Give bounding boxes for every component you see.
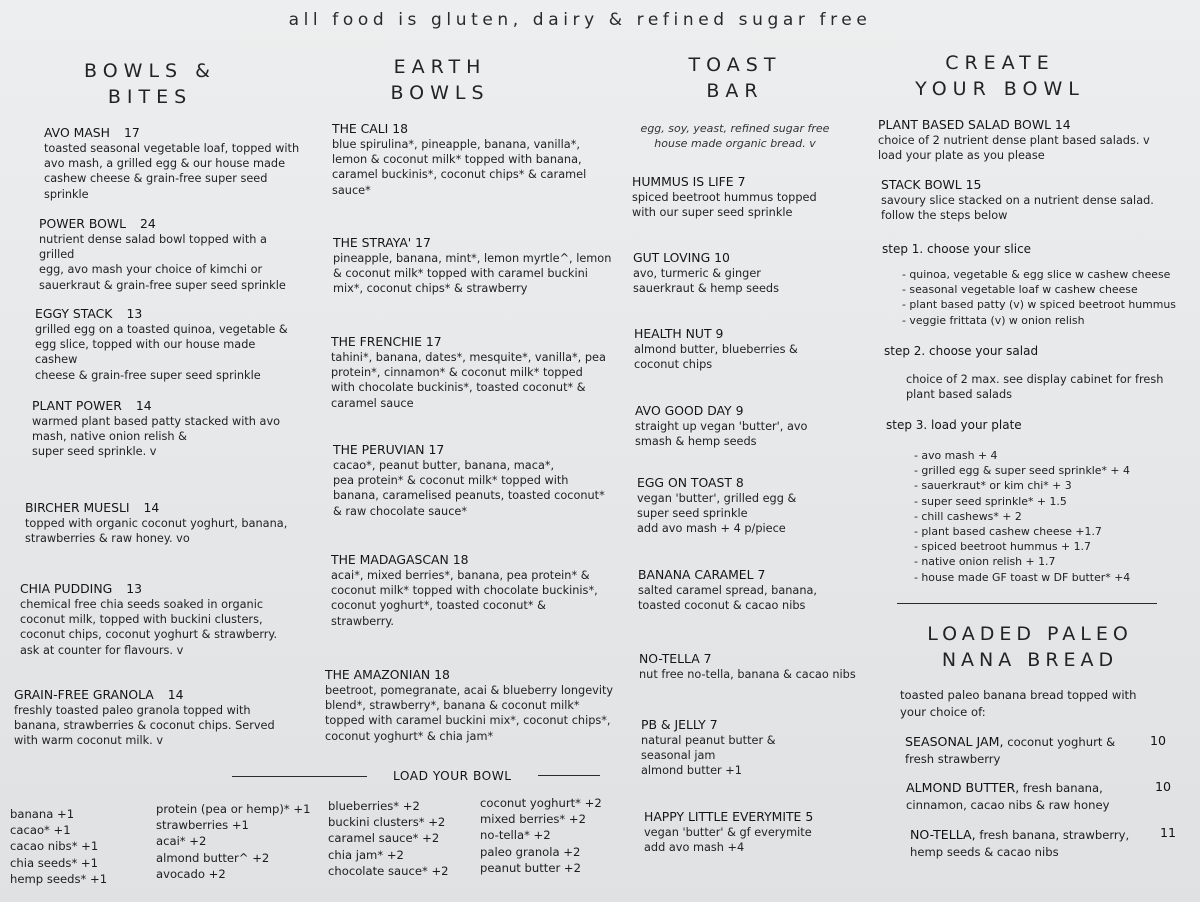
option-desc: fresh strawberry — [905, 752, 1001, 766]
item-name: STACK BOWL — [881, 177, 962, 192]
item-name: HAPPY LITTLE EVERYMITE — [644, 809, 802, 824]
step-2-desc — [906, 372, 1186, 402]
item-name: THE PERUVIAN — [333, 442, 425, 457]
item-desc-line: spiced beetroot hummus topped — [632, 191, 817, 204]
menu-item-no-tella — [639, 650, 879, 682]
item-desc-line: follow the steps below — [881, 209, 1008, 223]
item-name: PLANT POWER — [32, 398, 122, 413]
nana-option-no-tella — [910, 826, 1150, 861]
item-price: 13 — [126, 581, 142, 596]
item-desc-line: chemical free chia seeds soaked in organic — [20, 598, 264, 611]
heading-line: BOWLS — [390, 82, 490, 104]
item-desc-line: coconut milk, topped with buckini clusters, — [20, 613, 263, 627]
add-on-item: mixed berries* +2 — [480, 812, 586, 827]
add-on-item: strawberries +1 — [156, 818, 249, 833]
item-desc-line: avo mash, a grilled egg & our house made — [44, 157, 286, 171]
add-on-item: chocolate sauce* +2 — [328, 863, 449, 878]
add-on-list — [480, 795, 630, 876]
list-item: - house made GF toast w DF butter* +4 — [914, 570, 1131, 584]
section-divider — [897, 603, 1157, 604]
add-on-list — [328, 798, 478, 879]
load-your-bowl-heading: LOAD YOUR BOWL — [393, 769, 512, 783]
item-desc-line: plant based salads — [906, 388, 1013, 402]
item-name: THE CALI — [332, 121, 389, 136]
item-desc-line: choice of 2 max. see display cabinet for fresh — [906, 373, 1164, 386]
heading-line: EARTH — [393, 56, 487, 78]
item-price: 7 — [703, 651, 712, 666]
item-desc-line: blue spirulina*, pineapple, banana, vanilla*, — [332, 138, 580, 151]
load-bowl-rule-right — [538, 775, 600, 776]
menu-item-power-bowl — [39, 215, 299, 293]
list-item: - plant based patty (v) w spiced beetroot hummus — [902, 298, 1176, 312]
nana-option-almond-butter — [906, 779, 1146, 814]
menu-item-the-amazonian — [325, 666, 615, 744]
item-name: THE STRAYA' — [333, 235, 412, 250]
item-name: HEALTH NUT — [634, 326, 712, 341]
toast-bar-heading — [650, 52, 820, 104]
item-desc-line: natural peanut butter & — [641, 734, 776, 747]
menu-item-health-nut — [634, 325, 864, 372]
item-price: 7 — [737, 174, 746, 189]
item-desc-line: salted caramel spread, banana, — [638, 584, 818, 597]
item-desc-line: mash, native onion relish & — [32, 430, 187, 444]
item-desc-line: banana, strawberries & coconut chips. Served — [14, 719, 275, 733]
item-desc-line: cashew cheese & grain-free super seed sprinkle — [44, 172, 268, 201]
item-name: EGG ON TOAST — [637, 475, 732, 490]
step-1-label: step 1. choose your slice — [882, 242, 1032, 256]
item-price: 7 — [709, 717, 718, 732]
item-desc-line: strawberries & raw honey. vo — [25, 532, 190, 546]
item-price: 13 — [126, 306, 143, 321]
step-2-label: step 2. choose your salad — [884, 344, 1039, 358]
list-item: - chill cashews* + 2 — [914, 509, 1022, 523]
list-item: - grilled egg & super seed sprinkle* + 4 — [914, 464, 1130, 478]
item-price: 18 — [434, 667, 450, 682]
item-desc-line: vegan 'butter', grilled egg & — [637, 492, 797, 505]
item-desc-line: topped with organic coconut yoghurt, banana, — [25, 517, 288, 530]
dietary-banner: all food is gluten, dairy & refined sugar free — [288, 10, 872, 30]
list-item: - quinoa, vegetable & egg slice w cashew cheese — [902, 268, 1171, 281]
intro-line: toasted paleo banana bread topped with — [900, 688, 1137, 702]
item-price: 18 — [392, 121, 409, 136]
item-price: 14 — [167, 687, 184, 702]
item-desc-line: coconut chips — [634, 358, 713, 372]
option-name: NO-TELLA, — [910, 827, 976, 842]
item-desc-line: ask at counter for flavours. v — [20, 643, 184, 657]
menu-item-avo-good-day — [635, 402, 865, 449]
item-desc-line: with chocolate buckinis*, toasted coconut* & — [331, 381, 586, 395]
menu-item-egg-on-toast — [637, 474, 867, 537]
item-price: 17 — [415, 235, 431, 250]
item-desc-line: protein*, cinnamon* & coconut milk* topped — [331, 366, 583, 380]
step-1-options — [902, 267, 1192, 328]
item-desc-line: lemon & coconut milk* topped with banana, — [332, 153, 582, 167]
item-desc-line: & raw chocolate sauce* — [333, 504, 468, 518]
list-item: - native onion relish + 1.7 — [914, 555, 1056, 569]
item-desc-line: caramel sauce — [331, 396, 414, 410]
add-on-list — [10, 806, 150, 887]
item-desc-line: coconut yoghurt* & chia jam* — [325, 729, 494, 743]
item-price: 17 — [425, 334, 442, 349]
option-name: SEASONAL JAM, — [905, 734, 1004, 749]
item-desc-line: egg, avo mash your choice of kimchi or — [39, 263, 263, 277]
nana-option-price: 11 — [1160, 825, 1177, 840]
bowls-bites-heading — [35, 58, 265, 110]
menu-item-stack-bowl — [881, 176, 1181, 223]
item-desc-line: & coconut milk* topped with caramel buckini — [333, 267, 588, 281]
heading-line: YOUR BOWL — [915, 78, 1085, 100]
item-name: HUMMUS IS LIFE — [632, 174, 734, 189]
item-desc-line: pineapple, banana, mint*, lemon myrtle^, lemon — [333, 252, 612, 265]
add-on-item: avocado +2 — [156, 866, 226, 881]
item-desc-line: savoury slice stacked on a nutrient dense salad. — [881, 194, 1154, 207]
item-price: 7 — [757, 567, 766, 582]
item-name: NO-TELLA — [639, 651, 700, 666]
item-desc-line: beetroot, pomegranate, acai & blueberry longevity — [325, 684, 614, 697]
item-desc-line: nutrient dense salad bowl topped with a grilled — [39, 233, 267, 262]
toast-bar-note — [620, 121, 850, 151]
add-on-item: banana +1 — [10, 807, 75, 821]
add-on-item: acai* +2 — [156, 834, 207, 849]
item-desc-line: super seed sprinkle — [637, 507, 748, 521]
earth-bowls-heading — [340, 54, 540, 106]
add-on-item: peanut butter +2 — [480, 860, 581, 875]
heading-line: LOADED PALEO — [927, 623, 1133, 645]
item-desc-line: mix*, coconut chips* & strawberry — [333, 282, 528, 296]
menu-item-the-straya — [333, 234, 613, 297]
heading-line: CREATE — [945, 52, 1055, 74]
menu-item-avo-mash — [44, 124, 304, 202]
item-name: THE FRENCHIE — [331, 334, 422, 349]
item-desc-line: sauerkraut & hemp seeds — [633, 282, 779, 296]
item-name: BIRCHER MUESLI — [25, 500, 130, 515]
list-item: - super seed sprinkle* + 1.5 — [914, 494, 1067, 508]
item-name: GUT LOVING — [633, 250, 711, 265]
menu-item-gut-loving — [633, 249, 863, 296]
item-price: 14 — [1054, 117, 1071, 132]
nana-option-seasonal-jam — [905, 733, 1135, 768]
menu-item-happy-little-everymite — [644, 808, 884, 855]
menu-item-bircher-muesli — [25, 499, 295, 546]
item-name: BANANA CARAMEL — [638, 567, 754, 582]
add-on-item: chia jam* +2 — [328, 847, 404, 862]
list-item: - veggie frittata (v) w onion relish — [902, 313, 1085, 327]
item-desc-line: strawberry. — [331, 614, 394, 628]
item-desc-line: cheese & grain-free super seed sprinkle — [35, 368, 261, 382]
menu-item-banana-caramel — [638, 566, 868, 613]
item-desc-line: add avo mash +4 — [644, 841, 745, 855]
menu-item-plant-based-salad-bowl — [878, 116, 1178, 163]
nana-option-price: 10 — [1150, 733, 1167, 748]
create-your-bowl-heading — [900, 50, 1100, 102]
add-on-item: caramel sauce* +2 — [328, 831, 440, 846]
item-name: THE AMAZONIAN — [325, 667, 431, 682]
item-desc-line: almond butter, blueberries & — [634, 343, 798, 356]
item-desc-line: smash & hemp seeds — [635, 435, 757, 449]
option-desc: hemp seeds & cacao nibs — [910, 845, 1059, 859]
item-price: 10 — [714, 250, 730, 265]
add-on-item: protein (pea or hemp)* +1 — [156, 802, 311, 816]
item-price: 24 — [140, 216, 156, 231]
item-desc-line: blend*, strawberry*, banana & coconut milk* — [325, 699, 580, 713]
item-name: GRAIN-FREE GRANOLA — [14, 687, 154, 702]
item-desc-line: straight up vegan 'butter', avo — [635, 420, 808, 433]
heading-line: BITES — [107, 86, 193, 108]
item-desc-line: toasted seasonal vegetable loaf, topped with — [44, 142, 300, 155]
item-desc-line: grilled egg on a toasted quinoa, vegetable & — [35, 323, 288, 336]
item-price: 17 — [123, 125, 140, 140]
item-desc-line: seasonal jam — [641, 749, 716, 763]
item-desc-line: load your plate as you please — [878, 149, 1045, 163]
menu-item-the-cali — [332, 120, 612, 198]
item-desc-line: tahini*, banana, dates*, mesquite*, vanilla*, pea — [331, 351, 606, 364]
intro-line: your choice of: — [900, 705, 986, 719]
heading-line: TOAST — [688, 54, 782, 76]
add-on-item: coconut yoghurt* +2 — [480, 796, 602, 810]
item-desc-line: egg slice, topped with our house made cashew — [35, 338, 256, 367]
list-item: - plant based cashew cheese +1.7 — [914, 525, 1102, 539]
add-on-item: cacao nibs* +1 — [10, 839, 99, 854]
item-name: PLANT BASED SALAD BOWL — [878, 117, 1051, 132]
load-bowl-rule-left — [232, 776, 367, 777]
add-on-item: almond butter^ +2 — [156, 850, 270, 865]
step-3-options — [914, 448, 1184, 585]
item-price: 5 — [805, 809, 814, 824]
add-on-list — [156, 801, 326, 882]
item-price: 9 — [735, 403, 744, 418]
list-item: - sauerkraut* or kim chi* + 3 — [914, 479, 1072, 493]
item-desc-line: vegan 'butter' & gf everymite — [644, 826, 812, 839]
add-on-item: hemp seeds* +1 — [10, 871, 108, 886]
menu-item-grain-free-granola — [14, 686, 294, 749]
item-desc-line: acai*, mixed berries*, banana, pea protein* & — [331, 569, 590, 582]
item-desc-line: with our super seed sprinkle — [632, 206, 793, 220]
item-price: 9 — [715, 326, 724, 341]
item-desc-line: coconut yoghurt*, toasted coconut* & — [331, 599, 546, 613]
note-line: egg, soy, yeast, refined sugar free — [640, 122, 830, 135]
option-name: ALMOND BUTTER, — [906, 780, 1020, 795]
item-desc-line: super seed sprinkle. v — [32, 445, 157, 459]
menu-item-the-madagascan — [331, 551, 611, 629]
item-desc-line: coconut milk* topped with chocolate buckinis*, — [331, 584, 598, 598]
option-desc: cinnamon, cacao nibs & raw honey — [906, 798, 1110, 812]
item-desc-line: topped with caramel buckini mix*, coconut chips*, — [325, 714, 611, 728]
note-line: house made organic bread. v — [654, 137, 816, 150]
add-on-item: buckini clusters* +2 — [328, 815, 446, 830]
item-price: 8 — [735, 475, 744, 490]
menu-item-eggy-stack — [35, 305, 295, 383]
item-desc-line: almond butter +1 — [641, 764, 742, 778]
menu-item-chia-pudding — [20, 580, 290, 658]
item-price: 14 — [135, 398, 152, 413]
item-desc-line: with warm coconut milk. v — [14, 734, 164, 748]
add-on-item: chia seeds* +1 — [10, 855, 99, 870]
item-desc-line: sauerkraut & grain-free super seed sprinkle — [39, 278, 286, 292]
menu-item-hummus-is-life — [632, 173, 862, 220]
heading-line: BOWLS & — [84, 60, 216, 82]
item-desc-line: nut free no-tella, banana & cacao nibs — [639, 668, 856, 681]
item-price: 18 — [452, 552, 469, 567]
option-desc: fresh banana, strawberry, — [975, 828, 1130, 842]
item-desc-line: pea protein* & coconut milk* topped with — [333, 474, 569, 488]
menu-item-plant-power — [32, 397, 292, 460]
loaded-paleo-intro — [900, 687, 1160, 721]
list-item: - spiced beetroot hummus + 1.7 — [914, 540, 1091, 554]
menu-item-pb-jelly — [641, 716, 871, 779]
add-on-item: blueberries* +2 — [328, 799, 420, 813]
item-desc-line: cacao*, peanut butter, banana, maca*, — [333, 459, 555, 472]
heading-line: NANA BREAD — [941, 649, 1119, 671]
item-name: PB & JELLY — [641, 717, 706, 732]
list-item: - seasonal vegetable loaf w cashew cheese — [902, 283, 1138, 297]
item-desc-line: banana, caramelised peanuts, toasted coconut* — [333, 489, 605, 503]
item-desc-line: choice of 2 nutrient dense plant based salads. v — [878, 134, 1150, 147]
add-on-item: cacao* +1 — [10, 823, 71, 838]
heading-line: BAR — [706, 80, 764, 102]
item-desc-line: warmed plant based patty stacked with avo — [32, 415, 281, 428]
item-desc-line: toasted coconut & cacao nibs — [638, 599, 806, 613]
loaded-paleo-heading — [880, 621, 1180, 673]
add-on-item: paleo granola +2 — [480, 844, 581, 859]
item-name: EGGY STACK — [35, 306, 113, 321]
item-desc-line: add avo mash + 4 p/piece — [637, 522, 786, 536]
menu-item-the-frenchie — [331, 333, 611, 411]
option-desc: fresh banana, — [1019, 781, 1103, 795]
item-desc-line: freshly toasted paleo granola topped with — [14, 704, 251, 717]
item-desc-line: sauce* — [332, 183, 371, 197]
item-price: 14 — [143, 500, 160, 515]
add-on-item: no-tella* +2 — [480, 828, 551, 843]
item-name: CHIA PUDDING — [20, 581, 113, 596]
item-price: 15 — [965, 177, 982, 192]
item-name: THE MADAGASCAN — [331, 552, 449, 567]
item-name: POWER BOWL — [39, 216, 127, 231]
nana-option-price: 10 — [1155, 779, 1172, 794]
menu-item-the-peruvian — [333, 441, 613, 519]
item-desc-line: avo, turmeric & ginger — [633, 267, 761, 280]
step-3-label: step 3. load your plate — [886, 418, 1022, 432]
option-desc: coconut yoghurt & — [1003, 735, 1116, 749]
list-item: - avo mash + 4 — [914, 449, 998, 462]
item-name: AVO MASH — [44, 125, 110, 140]
item-desc-line: coconut chips, coconut yoghurt & strawberry. — [20, 628, 278, 642]
item-name: AVO GOOD DAY — [635, 403, 732, 418]
item-desc-line: caramel buckinis*, coconut chips* & caramel — [332, 168, 587, 182]
item-price: 17 — [428, 442, 445, 457]
